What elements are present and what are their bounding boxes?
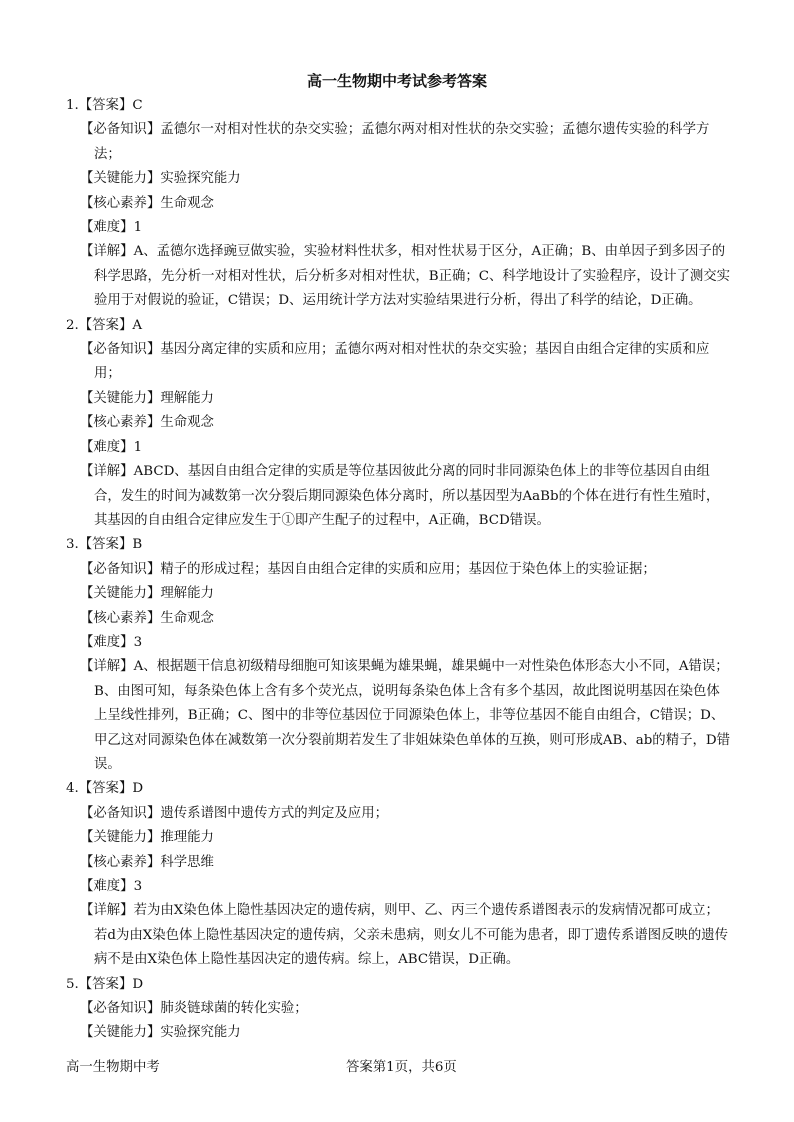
field-label: 【必备知识】 bbox=[80, 1001, 161, 1017]
question-answer-line bbox=[66, 533, 732, 557]
field-label: 【必备知识】 bbox=[80, 342, 161, 358]
question-fields bbox=[66, 338, 732, 533]
answer-field bbox=[80, 631, 732, 655]
answer-field bbox=[80, 240, 732, 313]
field-text: ABCD、基因自由组合定律的实质是等位基因彼此分离的同时非同源染色体上的非等位基因自由组合，发生的时间为减数第一次分裂后期同源染色体分离时，所以基因型为AaBb的个体在进行有性生殖时，其基因的自由组合定律应发生于①即产生配子的过程中，A正确，BCD错误。 bbox=[94, 464, 720, 528]
question-block bbox=[66, 973, 732, 1046]
field-text: 精子的形成过程；基因自由组合定律的实质和应用；基因位于染色体上的实验证据； bbox=[160, 561, 656, 577]
answer-field bbox=[80, 899, 732, 972]
answer-field bbox=[80, 997, 732, 1021]
field-text: 理解能力 bbox=[160, 586, 214, 602]
field-label: 【核心素养】 bbox=[80, 610, 161, 626]
field-text: 孟德尔一对相对性状的杂交实验；孟德尔两对相对性状的杂交实验；孟德尔遗传实验的科学方法； bbox=[94, 122, 710, 162]
field-label: 【必备知识】 bbox=[80, 561, 161, 577]
question-fields bbox=[66, 558, 732, 778]
answer-value: D bbox=[132, 781, 144, 797]
field-text: 科学思维 bbox=[160, 854, 214, 870]
page-title: 高一生物期中考试参考答案 bbox=[306, 72, 487, 90]
answer-field bbox=[80, 387, 732, 411]
answer-field bbox=[80, 558, 732, 582]
field-text: 肺炎链球菌的转化实验； bbox=[160, 1001, 308, 1017]
answer-field bbox=[80, 167, 732, 191]
field-label: 【关键能力】 bbox=[80, 171, 161, 187]
answer-field bbox=[80, 655, 732, 777]
field-label: 【难度】 bbox=[80, 220, 134, 236]
question-fields bbox=[66, 997, 732, 1046]
field-text: 1 bbox=[133, 220, 143, 236]
field-label: 【关键能力】 bbox=[80, 390, 161, 406]
field-label: 【必备知识】 bbox=[80, 805, 161, 821]
field-text: 3 bbox=[133, 879, 143, 894]
answer-field bbox=[80, 582, 732, 606]
answer-value: C bbox=[132, 98, 143, 113]
question-fields bbox=[66, 802, 732, 973]
question-answer-line bbox=[66, 777, 732, 801]
field-label: 【详解】 bbox=[80, 903, 134, 919]
field-text: 理解能力 bbox=[160, 390, 214, 406]
field-text: 遗传系谱图中遗传方式的判定及应用； bbox=[160, 805, 388, 821]
question-number: 4. bbox=[66, 781, 79, 797]
answer-field bbox=[80, 875, 732, 899]
field-label: 【难度】 bbox=[80, 879, 134, 894]
answer-field bbox=[80, 851, 732, 875]
field-text: 生命观念 bbox=[160, 415, 214, 431]
field-label: 【难度】 bbox=[80, 439, 134, 455]
answer-field bbox=[80, 1021, 732, 1045]
field-text: 实验探究能力 bbox=[160, 171, 241, 187]
field-label: 【核心素养】 bbox=[80, 415, 161, 431]
field-label: 【关键能力】 bbox=[80, 1025, 161, 1041]
field-text: 实验探究能力 bbox=[160, 1025, 241, 1041]
field-label: 【必备知识】 bbox=[80, 122, 161, 138]
question-answer-line bbox=[66, 94, 732, 118]
field-text: 若为由X染色体上隐性基因决定的遗传病，则甲、乙、丙三个遗传系谱图表示的发病情况都可成立；若d为由X染色体上隐性基因决定的遗传病，父亲未患病，则女儿不可能为患者，即丁遗传系谱图反映的遗传病不是由X染色体上隐性基因决定的遗传病。综上，ABC错误，D正确。 bbox=[94, 903, 729, 968]
field-text: 1 bbox=[133, 439, 143, 455]
answer-field bbox=[80, 338, 732, 387]
answer-field bbox=[80, 460, 732, 533]
field-label: 【难度】 bbox=[80, 634, 134, 650]
question-number: 5. bbox=[66, 976, 79, 992]
answer-list bbox=[66, 94, 732, 1046]
field-label: 【详解】 bbox=[80, 244, 134, 260]
answer-value: A bbox=[132, 317, 143, 333]
field-text: 3 bbox=[133, 634, 143, 650]
field-label: 【详解】 bbox=[80, 659, 134, 675]
question-number: 1. bbox=[66, 98, 79, 113]
answer-label: 【答案】 bbox=[78, 976, 133, 992]
question-answer-line bbox=[66, 973, 732, 997]
question-block bbox=[66, 94, 732, 314]
field-label: 【关键能力】 bbox=[80, 586, 161, 602]
answer-label: 【答案】 bbox=[78, 98, 133, 113]
answer-field bbox=[80, 118, 732, 167]
question-block bbox=[66, 314, 732, 534]
answer-value: B bbox=[132, 537, 143, 553]
field-label: 【详解】 bbox=[80, 464, 134, 480]
answer-field bbox=[80, 411, 732, 435]
question-block bbox=[66, 533, 732, 777]
field-text: A、根据题干信息初级精母细胞可知该果蝇为雄果蝇，雄果蝇中一对性染色体形态大小不同，A错误；B、由图可知，每条染色体上含有多个荧光点，说明每条染色体上含有多个基因，故此图说明基因在染色体上呈线性排列，B正确；C、图中的非等位基因位于同源染色体上，非等位基因不能自由组合，C错误；D、甲乙这对同源染色体在减数第一次分裂前期若发生了非姐妹染色单体的互换，则可形成AB、ab的精子，D错误。 bbox=[94, 659, 730, 772]
answer-field bbox=[80, 826, 732, 850]
answer-field bbox=[80, 192, 732, 216]
question-number: 2. bbox=[66, 317, 79, 333]
answer-label: 【答案】 bbox=[78, 537, 133, 553]
question-fields bbox=[66, 118, 732, 313]
field-label: 【关键能力】 bbox=[80, 830, 161, 846]
question-answer-line bbox=[66, 314, 732, 338]
question-number: 3. bbox=[66, 537, 79, 553]
field-label: 【核心素养】 bbox=[80, 195, 161, 211]
field-label: 【核心素养】 bbox=[80, 854, 161, 870]
answer-label: 【答案】 bbox=[78, 317, 133, 333]
field-text: 生命观念 bbox=[160, 195, 214, 211]
field-text: 基因分离定律的实质和应用；孟德尔两对相对性状的杂交实验；基因自由组合定律的实质和应用； bbox=[94, 342, 710, 382]
answer-field bbox=[80, 216, 732, 240]
answer-field bbox=[80, 607, 732, 631]
answer-field bbox=[80, 802, 732, 826]
footer-course: 高一生物期中考 bbox=[66, 1060, 160, 1075]
answer-field bbox=[80, 436, 732, 460]
field-text: 推理能力 bbox=[160, 830, 214, 846]
answer-label: 【答案】 bbox=[78, 781, 133, 797]
footer-page-number: 答案第1页，共6页 bbox=[346, 1060, 457, 1075]
answer-value: D bbox=[132, 976, 144, 992]
field-text: A、孟德尔选择豌豆做实验，实验材料性状多，相对性状易于区分，A正确；B、由单因子到多因子的科学思路，先分析一对相对性状，后分析多对相对性状，B正确；C、科学地设计了实验程序，设计了测交实验用于对假说的验证，C错误；D、运用统计学方法对实验结果进行分析，得出了科学的结论，D正确。 bbox=[94, 244, 731, 309]
question-block bbox=[66, 777, 732, 972]
field-text: 生命观念 bbox=[160, 610, 214, 626]
